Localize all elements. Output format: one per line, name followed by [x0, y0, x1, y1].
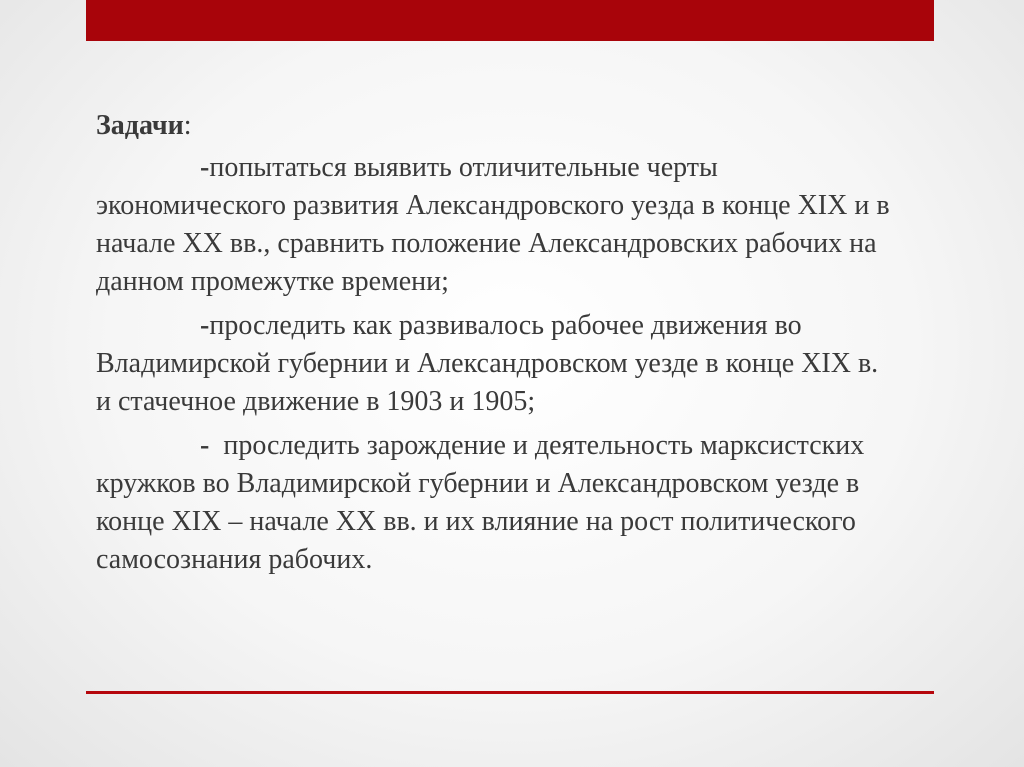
task-item-3 — [96, 427, 896, 579]
slide-content — [96, 107, 896, 585]
top-accent-bar — [86, 0, 934, 41]
tasks-heading — [96, 107, 896, 145]
bottom-divider-line — [86, 691, 934, 694]
task-text: проследить как развивалось рабочее движения во Владимирской губернии и Александровском уезде в конце XIX в. и стачечное движение в 1903 и 1905; — [96, 310, 879, 417]
task-text: проследить зарождение и деятельность марксистских кружков во Владимирской губернии и Александровском уезде в конце XIX – начале XX вв. и их влияние на рост политического самосознания рабочих. — [96, 430, 872, 575]
task-item-1 — [96, 149, 896, 301]
task-text: попытаться выявить отличительные черты экономического развития Александровского уезда в конце XIX и в начале XX вв., сравнить положение Александровских рабочих на данном промежутке времени; — [96, 152, 890, 297]
task-item-2 — [96, 307, 896, 421]
task-dash: - — [200, 310, 210, 341]
task-dash: - — [200, 430, 210, 461]
task-dash: - — [200, 152, 210, 183]
tasks-heading-colon: : — [183, 110, 192, 141]
tasks-heading-label: Задачи — [96, 110, 184, 141]
